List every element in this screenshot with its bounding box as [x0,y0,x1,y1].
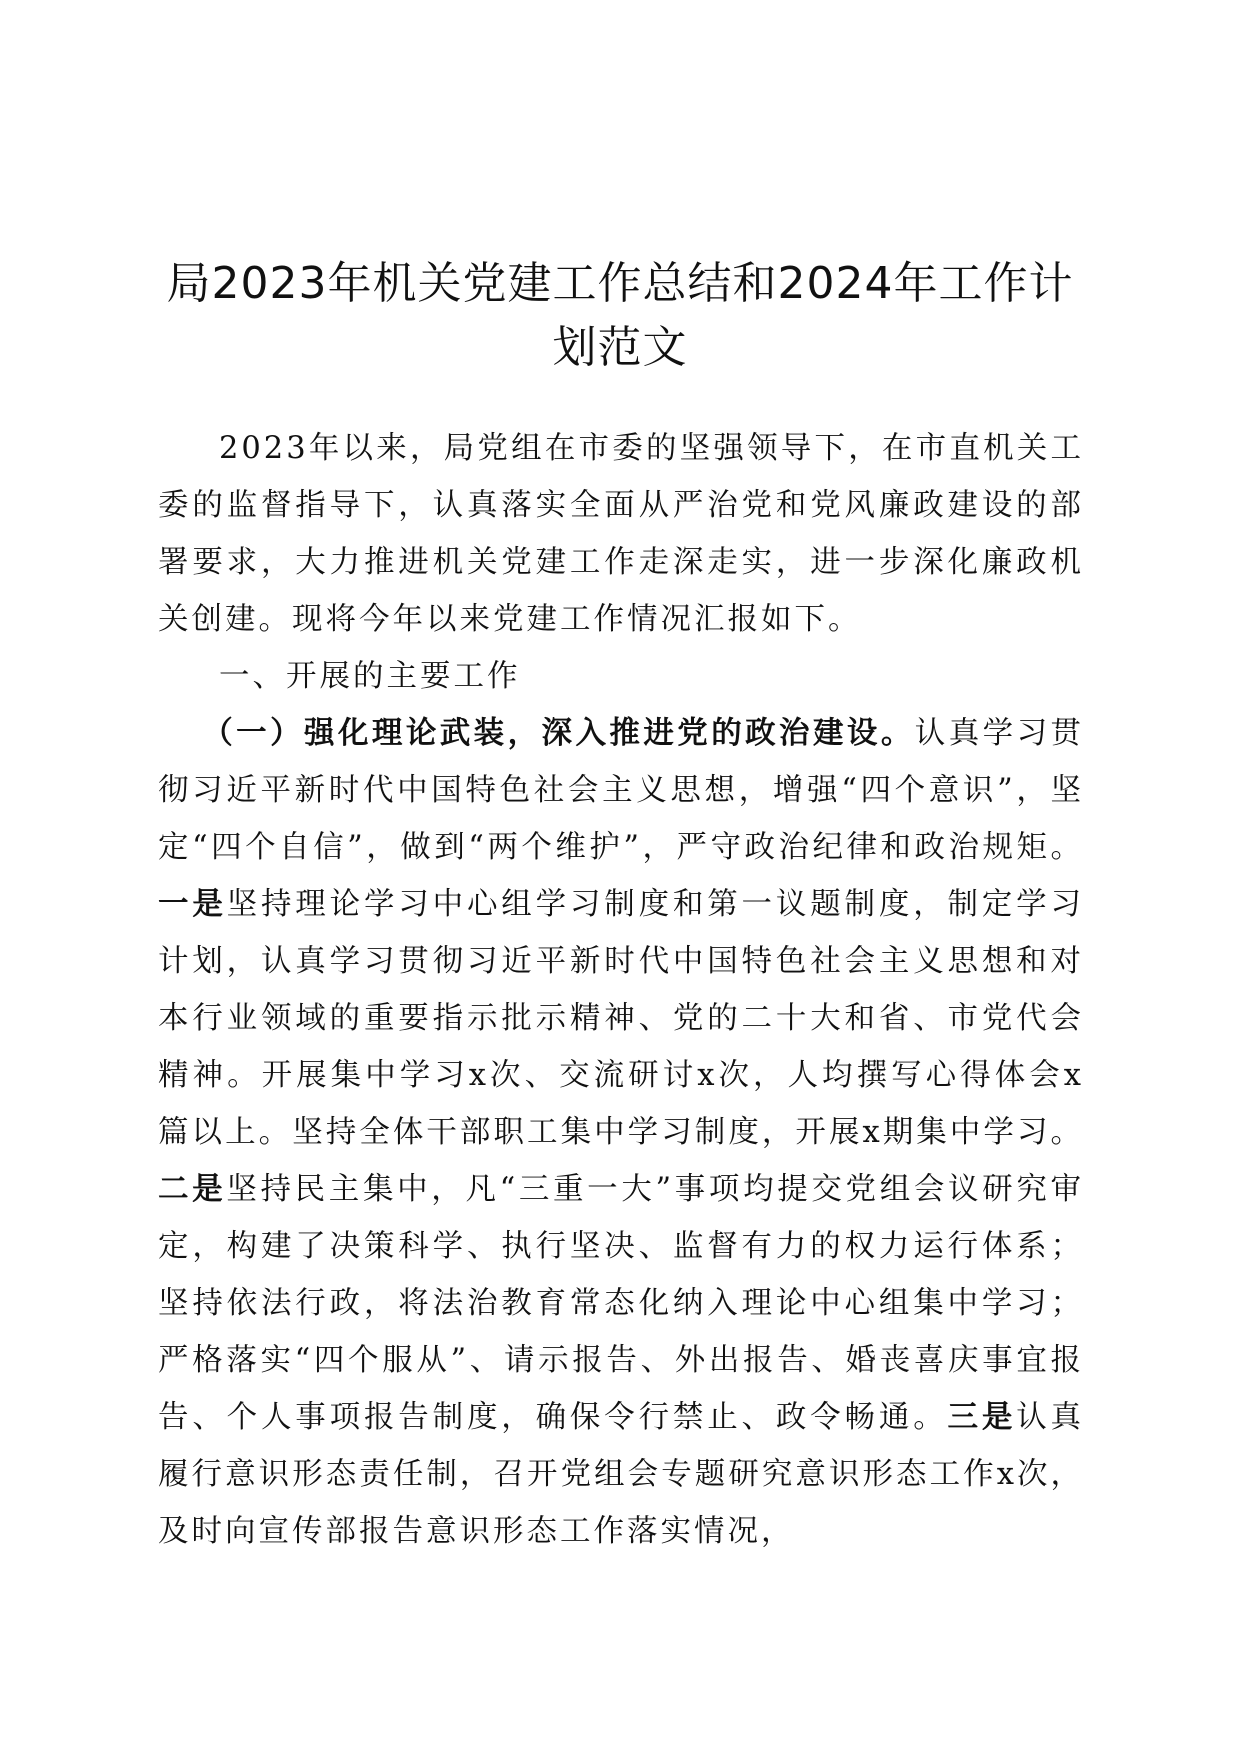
subsection-heading: （一）强化理论武装，深入推进党的政治建设。 [202,716,915,751]
document-title: 局2023年机关党建工作总结和2024年工作计划范文 [166,258,1074,373]
point-marker-3: 三是 [947,1400,1017,1435]
section-heading: 一、开展的主要工作 [219,659,521,694]
document-body [158,420,1084,1560]
point-marker-1: 一是 [158,887,227,922]
subsection-text-1: 认真学习贯彻习近平新时代中国特色社会主义思想，增强“四个意识”，坚定“四个自信”，做到“两个维护”，严守政治纪律和政治规矩。 [158,716,1085,865]
subsection-text-3: 坚持民主集中，凡“三重一大”事项均提交党组会议研究审定，构建了决策科学、执行坚决、监督有力的权力运行体系；坚持依法行政，将法治教育常态化纳入理论中心组集中学习；严格落实“四个服从”、请示报告、外出报告、婚丧喜庆事宜报告、个人事项报告制度，确保令行禁止、政令畅通。 [158,1172,1085,1435]
point-marker-2: 二是 [158,1172,227,1207]
intro-paragraph: 2023年以来，局党组在市委的坚强领导下，在市直机关工委的监督指导下，认真落实全面从严治党和党风廉政建设的部署要求，大力推进机关党建工作走深走实，进一步深化廉政机关创建。现将今年以来党建工作情况汇报如下。 [158,431,1084,637]
subsection-paragraph [158,705,1084,1560]
subsection-text-2: 坚持理论学习中心组学习制度和第一议题制度，制定学习计划，认真学习贯彻习近平新时代中国特色社会主义思想和对本行业领域的重要指示批示精神、党的二十大和省、市党代会精神。开展集中学习x次、交流研讨x次，人均撰写心得体会x篇以上。坚持全体干部职工集中学习制度，开展x期集中学习。 [158,887,1085,1150]
subsection-text-4: 认真履行意识形态责任制，召开党组会专题研究意识形态工作x次，及时向宣传部报告意识形态工作落实情况， [158,1400,1085,1549]
